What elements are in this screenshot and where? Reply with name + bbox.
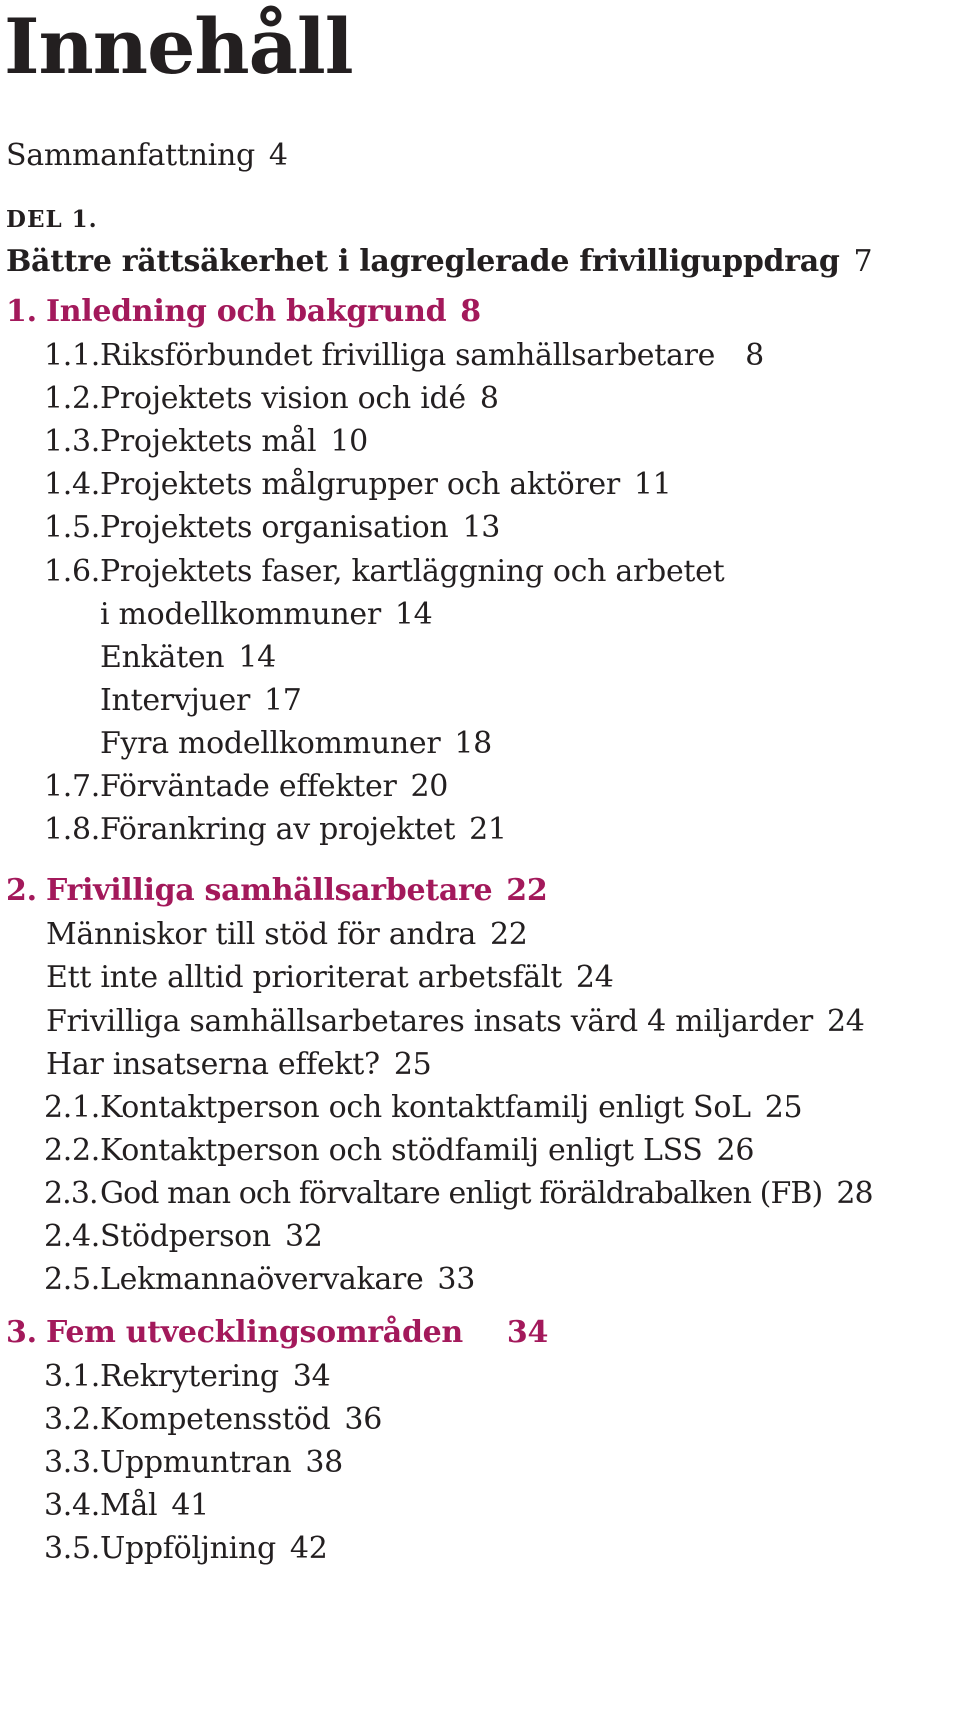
toc-page-number: 13 (462, 510, 501, 545)
toc-entry[interactable] (44, 1443, 343, 1483)
toc-entry[interactable] (44, 1357, 330, 1397)
section-number: 3.5. (44, 1531, 101, 1566)
chapter-title: Frivilliga samhällsarbetare (46, 873, 493, 908)
toc-entry-label: Projektets faser, kartläggning och arbetet (100, 554, 725, 589)
chapter-number: 1. (6, 294, 37, 329)
toc-page-number: 8 (460, 294, 481, 329)
chapter-title: Inledning och bakgrund (46, 294, 447, 329)
toc-page-number: 22 (506, 873, 548, 908)
toc-chapter-3[interactable] (6, 1313, 548, 1353)
toc-entry-label: Stödperson (100, 1219, 271, 1254)
toc-page-number: 34 (292, 1359, 331, 1394)
toc-entry[interactable] (44, 767, 448, 807)
toc-entry[interactable] (44, 1088, 802, 1128)
toc-entry[interactable] (44, 465, 671, 505)
toc-entry[interactable] (44, 810, 507, 850)
toc-chapter-2[interactable] (6, 871, 547, 911)
section-number: 1.8. (44, 812, 101, 847)
section-number: 1.7. (44, 769, 101, 804)
section-number: 1.3. (44, 424, 101, 459)
toc-entry-summary[interactable] (6, 136, 288, 176)
section-number: 2.5. (44, 1262, 101, 1297)
toc-entry[interactable] (44, 1400, 382, 1440)
toc-page-number: 18 (454, 726, 492, 761)
toc-entry-label: Projektets målgrupper och aktörer (100, 467, 620, 502)
section-number: 1.2. (44, 381, 101, 416)
toc-page-number: 26 (716, 1133, 755, 1168)
section-number: 3.1. (44, 1359, 101, 1394)
toc-page-number: 38 (305, 1445, 343, 1480)
toc-page-number: 7 (853, 244, 873, 279)
toc-page-number: 22 (489, 917, 528, 952)
toc-entry[interactable] (44, 379, 499, 419)
toc-page-number: 17 (264, 683, 302, 718)
toc-entry-label: Kontaktperson och kontaktfamilj enligt SoL (100, 1090, 751, 1125)
toc-entry[interactable] (44, 336, 764, 376)
toc-entry[interactable] (46, 958, 614, 998)
toc-page-number: 25 (393, 1047, 432, 1082)
toc-chapter-1[interactable] (6, 292, 481, 332)
toc-entry-label: Riksförbundet frivilliga samhällsarbetare (100, 338, 716, 373)
toc-entry-continuation[interactable] (44, 595, 432, 635)
toc-page-number: 25 (764, 1090, 803, 1125)
toc-entry-label: Projektets mål (100, 424, 317, 459)
toc-page-number: 8 (479, 381, 499, 416)
toc-page-number: 4 (268, 138, 288, 173)
toc-entry[interactable] (44, 422, 368, 462)
toc-entry-label: Frivilliga samhällsarbetares insats värd 4 miljarder (46, 1004, 813, 1039)
toc-entry-label: Förankring av projektet (100, 812, 456, 847)
toc-entry-label: Projektets organisation (100, 510, 449, 545)
toc-entry-label: Rekrytering (100, 1359, 279, 1394)
page-title: Innehåll (4, 2, 353, 91)
toc-page-number: 34 (506, 1315, 549, 1350)
toc-entry[interactable] (44, 724, 492, 764)
toc-entry[interactable] (44, 552, 724, 592)
section-number: 2.3. (44, 1176, 98, 1211)
toc-entry-label: Lekmannaövervakare (100, 1262, 424, 1297)
toc-page-number: 32 (284, 1219, 323, 1254)
toc-page-number: 33 (437, 1262, 475, 1297)
section-number: 2.4. (44, 1219, 101, 1254)
toc-entry[interactable] (44, 681, 302, 721)
toc-entry[interactable] (44, 1174, 873, 1214)
toc-page-number: 21 (469, 812, 507, 847)
toc-entry-label: i modellkommuner (100, 597, 381, 632)
toc-entry[interactable] (44, 1260, 475, 1300)
toc-page-number: 28 (836, 1176, 873, 1211)
section-number: 1.6. (44, 554, 101, 589)
toc-page-number: 8 (745, 338, 764, 373)
section-number: 1.5. (44, 510, 101, 545)
toc-entry-label: Kompetensstöd (100, 1402, 331, 1437)
toc-entry[interactable] (46, 915, 528, 955)
toc-entry-label: Ett inte alltid prioriterat arbetsfält (46, 960, 562, 995)
toc-page-number: 36 (344, 1402, 382, 1437)
toc-page-number: 41 (171, 1488, 209, 1523)
toc-page-number: 10 (330, 424, 368, 459)
chapter-number: 3. (6, 1315, 37, 1350)
section-number: 3.2. (44, 1402, 101, 1437)
section-number: 3.4. (44, 1488, 101, 1523)
toc-entry-label: Förväntade effekter (100, 769, 397, 804)
section-number: 2.1. (44, 1090, 101, 1125)
toc-page-number: 14 (238, 640, 276, 675)
toc-entry-label: Uppföljning (100, 1531, 276, 1566)
toc-page-number: 11 (633, 467, 672, 502)
toc-entry-label: Intervjuer (100, 683, 250, 718)
toc-entry-label: Fyra modellkommuner (100, 726, 441, 761)
toc-page-number: 24 (826, 1004, 865, 1039)
toc-page-number: 24 (575, 960, 614, 995)
toc-page-number: 20 (410, 769, 449, 804)
toc-entry-label: Sammanfattning (6, 138, 255, 173)
chapter-title: Fem utvecklingsområden (46, 1315, 463, 1350)
toc-page-number: 42 (289, 1531, 328, 1566)
section-number: 1.4. (44, 467, 101, 502)
toc-entry[interactable] (44, 638, 276, 678)
toc-entry-label: Projektets vision och idé (100, 381, 466, 416)
toc-entry-label: Bättre rättsäkerhet i lagreglerade frivilliguppdrag (6, 244, 840, 279)
toc-entry-label: Uppmuntran (100, 1445, 292, 1480)
toc-entry[interactable] (44, 1131, 754, 1171)
toc-entry[interactable] (44, 1217, 323, 1257)
toc-entry[interactable] (44, 508, 500, 548)
toc-entry[interactable] (44, 1486, 209, 1526)
part-label: DEL 1. (6, 206, 98, 233)
toc-entry-label: Enkäten (100, 640, 225, 675)
section-number: 2.2. (44, 1133, 101, 1168)
toc-entry[interactable] (44, 1529, 327, 1569)
toc-entry-label: Människor till stöd för andra (46, 917, 476, 952)
toc-entry-label: Kontaktperson och stödfamilj enligt LSS (100, 1133, 703, 1168)
toc-entry-part-heading[interactable] (6, 242, 872, 282)
toc-entry-label: God man och förvaltare enligt föräldrabalken (FB) (100, 1176, 823, 1211)
toc-entry[interactable] (46, 1045, 431, 1085)
toc-entry-label: Mål (100, 1488, 158, 1523)
section-number: 1.1. (44, 338, 101, 373)
toc-page-number: 14 (394, 597, 433, 632)
chapter-number: 2. (6, 873, 37, 908)
toc-entry[interactable] (46, 1002, 865, 1042)
toc-entry-label: Har insatserna effekt? (46, 1047, 380, 1082)
section-number: 3.3. (44, 1445, 101, 1480)
